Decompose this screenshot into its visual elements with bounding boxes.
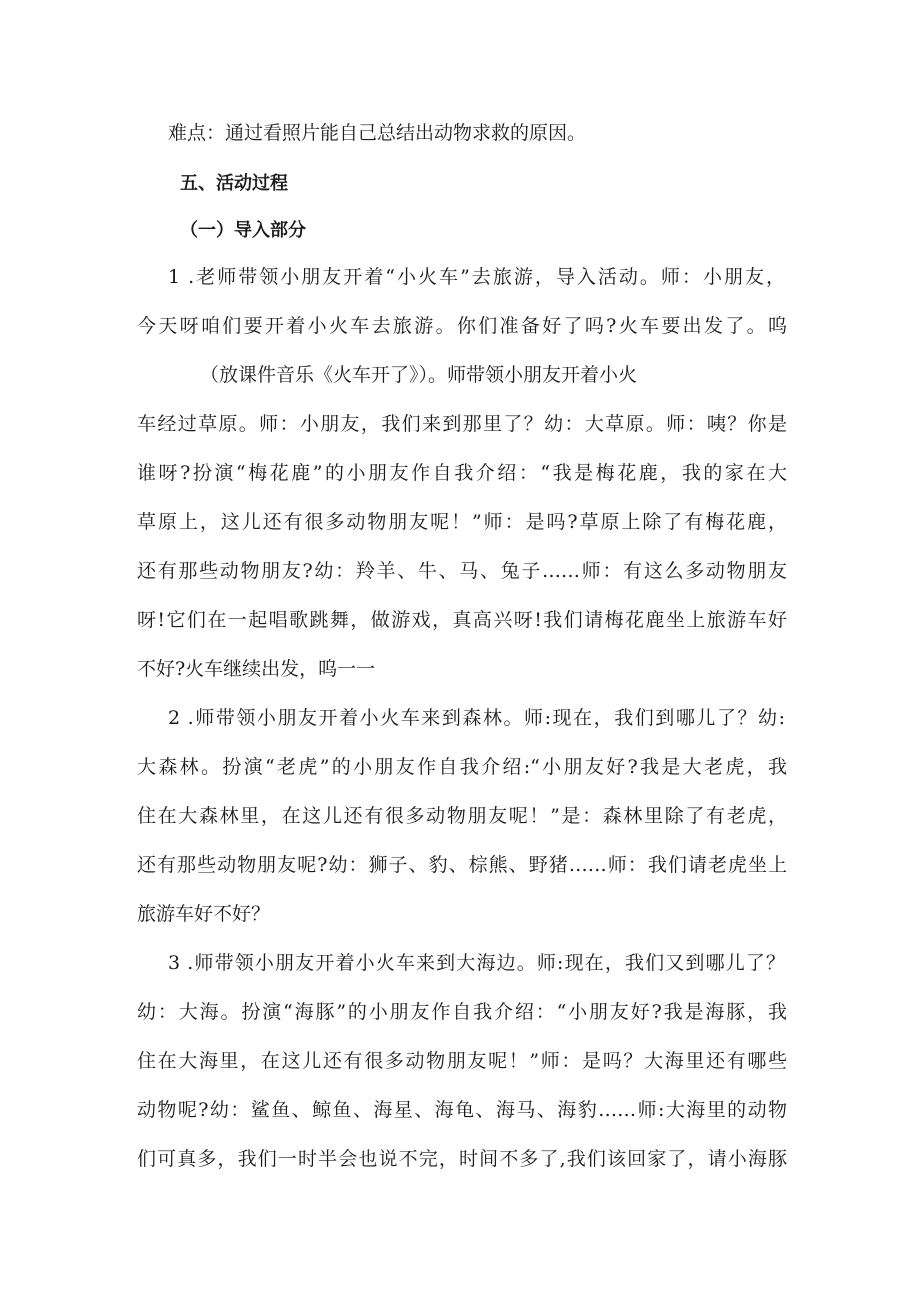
paragraph-line: 住在大海里，在这儿还有很多动物朋友呢！”师：是吗？大海里还有哪些 — [137, 1050, 787, 1072]
paragraph-line: 呀!它们在一起唱歌跳舞，做游戏，真高兴呀!我们请梅花鹿坐上旅游车好 — [137, 609, 787, 631]
paragraph-line: 旅游车好不好？ — [137, 903, 271, 925]
paragraph-line: 谁呀?扮演“梅花鹿”的小朋友作自我介绍：“我是梅花鹿，我的家在大 — [137, 462, 787, 484]
paragraph-line: 还有那些动物朋友呢?幼：狮子、豹、棕熊、野猪……师：我们请老虎坐上 — [137, 854, 787, 876]
paragraph-line: 动物呢?幼：鲨鱼、鲸鱼、海星、海龟、海马、海豹……师:大海里的动物 — [137, 1099, 787, 1121]
paragraph-line: 1 .老师带领小朋友开着“小火车”去旅游，导入活动。师：小朋友， — [168, 266, 785, 288]
paragraph-line: 还有那些动物朋友?幼：羚羊、牛、马、兔子……师：有这么多动物朋友 — [137, 560, 787, 582]
paragraph-line: 草原上，这儿还有很多动物朋友呢！”师：是吗?草原上除了有梅花鹿， — [137, 511, 787, 533]
difficulty-line: 难点：通过看照片能自己总结出动物求救的原因。 — [168, 122, 587, 144]
paragraph-line: 3 .师带领小朋友开着小火车来到大海边。师:现在，我们又到哪儿了？ — [168, 952, 785, 974]
paragraph-line: （放课件音乐《火车开了》）。师带领小朋友开着小火 — [200, 364, 638, 386]
paragraph-line: 幼：大海。扮演“海豚”的小朋友作自我介绍：“小朋友好?我是海豚，我 — [137, 1001, 787, 1023]
paragraph-line: 不好?火车继续出发，呜一一 — [137, 658, 376, 680]
paragraph-line: 车经过草原。师：小朋友，我们来到那里了？幼：大草原。师：咦？你是 — [137, 413, 787, 435]
paragraph-line: 大森林。扮演“老虎”的小朋友作自我介绍:“小朋友好?我是大老虎，我 — [137, 756, 787, 778]
paragraph-line: 们可真多，我们一时半会也说不完，时间不多了,我们该回家了，请小海豚 — [137, 1148, 787, 1170]
paragraph-line: 2 .师带领小朋友开着小火车来到森林。师:现在，我们到哪儿了？幼: — [168, 707, 785, 729]
section-heading: 五、活动过程 — [180, 173, 288, 194]
paragraph-line: 住在大森林里，在这儿还有很多动物朋友呢！”是：森林里除了有老虎， — [137, 805, 787, 827]
paragraph-line: 今天呀咱们要开着小火车去旅游。你们准备好了吗?火车要出发了。呜 — [137, 315, 787, 337]
subsection-heading: （一）导入部分 — [180, 220, 306, 241]
